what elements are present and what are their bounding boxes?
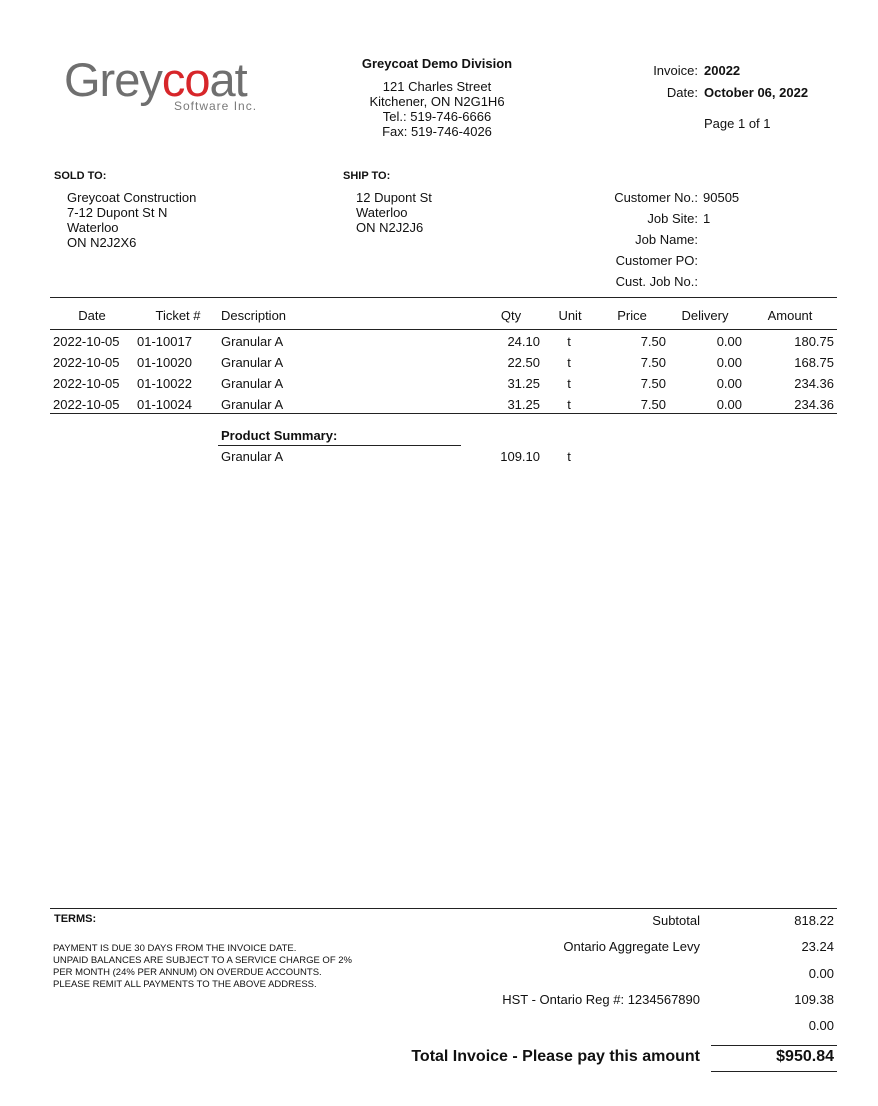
table-bottom-rule <box>50 413 837 414</box>
company-name: Greycoat Demo Division <box>361 56 513 71</box>
cell-qty: 31.25 <box>507 376 540 391</box>
subtotal-value: 818.22 <box>794 913 834 928</box>
hst-value: 109.38 <box>794 992 834 1007</box>
sold-to-label: SOLD TO: <box>54 170 107 182</box>
logo-wordmark: Greycoat <box>64 53 247 106</box>
product-summary-title: Product Summary: <box>221 428 338 443</box>
col-header-unit: Unit <box>558 308 582 323</box>
cell-amount: 180.75 <box>794 334 834 349</box>
cell-delivery: 0.00 <box>716 376 742 391</box>
cell-unit: t <box>567 376 571 391</box>
sold-to-line: 7-12 Dupont St N <box>67 205 168 220</box>
total-label: Total Invoice - Please pay this amount <box>411 1048 700 1065</box>
cell-unit: t <box>567 334 571 349</box>
company-fax: Fax: 519-746-4026 <box>382 124 492 139</box>
cell-price: 7.50 <box>640 334 666 349</box>
col-header-delivery: Delivery <box>681 308 729 323</box>
cell-description: Granular A <box>221 376 284 391</box>
cell-ticket: 01-10017 <box>137 334 192 349</box>
total-bottom-rule <box>711 1071 837 1072</box>
cell-date: 2022-10-05 <box>53 334 120 349</box>
cell-delivery: 0.00 <box>716 397 742 412</box>
cell-description: Granular A <box>221 397 284 412</box>
levy-value: 23.24 <box>801 939 834 954</box>
footer-top-rule <box>50 908 837 909</box>
logo-subtitle: Software Inc. <box>174 99 258 113</box>
cell-amount: 234.36 <box>794 376 834 391</box>
ship-to-line: Waterloo <box>356 205 408 220</box>
sold-to-line: Greycoat Construction <box>67 190 197 205</box>
cell-description: Granular A <box>221 355 284 370</box>
cell-ticket: 01-10020 <box>137 355 192 370</box>
blank-charge-value: 0.00 <box>808 966 834 981</box>
cell-price: 7.50 <box>640 355 666 370</box>
cell-qty: 24.10 <box>507 334 540 349</box>
terms-line: PLEASE REMIT ALL PAYMENTS TO THE ABOVE ADDRESS. <box>53 979 317 990</box>
cell-date: 2022-10-05 <box>53 355 120 370</box>
blank-charge-value: 0.00 <box>808 1018 834 1033</box>
levy-label: Ontario Aggregate Levy <box>563 939 700 954</box>
sold-to-line: Waterloo <box>67 220 119 235</box>
customer-field-label: Customer PO: <box>615 253 698 268</box>
company-tel: Tel.: 519-746-6666 <box>382 109 492 124</box>
invoice-date: October 06, 2022 <box>704 85 809 100</box>
terms-label: TERMS: <box>54 913 97 925</box>
terms-line: UNPAID BALANCES ARE SUBJECT TO A SERVICE CHARGE OF 2% <box>53 955 352 966</box>
ship-to-label: SHIP TO: <box>343 170 391 182</box>
company-street: 121 Charles Street <box>382 79 492 94</box>
hst-label: HST - Ontario Reg #: 1234567890 <box>502 992 700 1007</box>
col-header-price: Price <box>617 308 647 323</box>
summary-unit: t <box>567 449 571 464</box>
cell-amount: 234.36 <box>794 397 834 412</box>
summary-description: Granular A <box>221 449 284 464</box>
customer-field-label: Job Name: <box>635 232 698 247</box>
invoice-number-label: Invoice: <box>653 63 698 78</box>
cell-price: 7.50 <box>640 397 666 412</box>
customer-field-label: Customer No.: <box>614 190 698 205</box>
cell-ticket: 01-10022 <box>137 376 192 391</box>
summary-qty: 109.10 <box>500 449 540 464</box>
cell-price: 7.50 <box>640 376 666 391</box>
subtotal-label: Subtotal <box>652 913 700 928</box>
terms-line: PAYMENT IS DUE 30 DAYS FROM THE INVOICE DATE. <box>53 943 297 954</box>
cell-unit: t <box>567 355 571 370</box>
page-indicator: Page 1 of 1 <box>704 116 771 131</box>
terms-line: PER MONTH (24% PER ANNUM) ON OVERDUE ACCOUNTS. <box>53 967 322 978</box>
invoice-date-label: Date: <box>666 85 698 100</box>
company-city: Kitchener, ON N2G1H6 <box>369 94 505 109</box>
cell-qty: 22.50 <box>507 355 540 370</box>
customer-field-value: 90505 <box>703 190 740 205</box>
col-header-qty: Qty <box>500 308 522 323</box>
cell-qty: 31.25 <box>507 397 540 412</box>
cell-date: 2022-10-05 <box>53 397 120 412</box>
ship-to-line: 12 Dupont St <box>356 190 432 205</box>
col-header-date: Date <box>78 308 106 323</box>
cell-delivery: 0.00 <box>716 355 742 370</box>
cell-unit: t <box>567 397 571 412</box>
table-top-rule <box>50 297 837 298</box>
cell-delivery: 0.00 <box>716 334 742 349</box>
total-value: $950.84 <box>776 1048 834 1065</box>
cell-amount: 168.75 <box>794 355 834 370</box>
invoice-number: 20022 <box>704 63 741 78</box>
col-header-amount: Amount <box>767 308 813 323</box>
ship-to-line: ON N2J2J6 <box>356 220 424 235</box>
customer-field-label: Job Site: <box>647 211 698 226</box>
table-header-rule <box>50 329 837 330</box>
col-header-ticket: Ticket # <box>155 308 201 323</box>
company-logo <box>64 53 269 118</box>
product-summary-rule <box>218 445 461 446</box>
cell-date: 2022-10-05 <box>53 376 120 391</box>
cell-ticket: 01-10024 <box>137 397 192 412</box>
sold-to-line: ON N2J2X6 <box>67 235 137 250</box>
customer-field-value: 1 <box>703 211 711 226</box>
cell-description: Granular A <box>221 334 284 349</box>
customer-field-label: Cust. Job No.: <box>615 274 698 289</box>
col-header-description: Description <box>221 308 287 323</box>
total-top-rule <box>711 1045 837 1046</box>
